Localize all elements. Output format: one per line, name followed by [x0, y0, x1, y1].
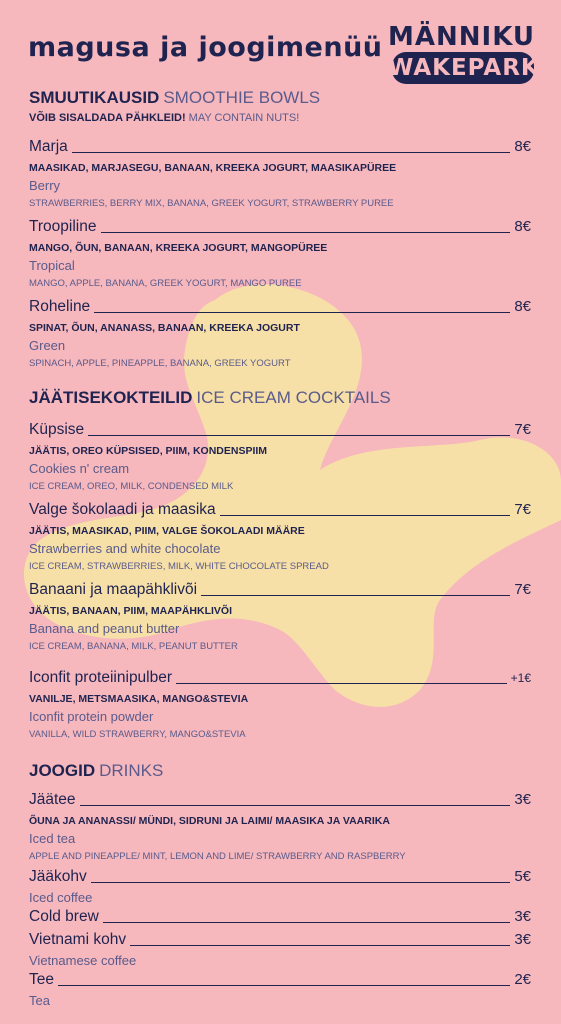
- item-name: Valge šokolaadi ja maasika: [29, 501, 216, 518]
- item-name-en: Vietnamese coffee: [29, 953, 137, 968]
- warning-en: MAY CONTAIN NUTS!: [188, 112, 300, 124]
- item-name-en: Iconfit protein powder: [29, 709, 154, 724]
- warning-et: VÕIB SISALDADA PÄHKLEID!: [29, 112, 186, 124]
- item-price: 7€: [514, 421, 531, 438]
- menu-item-kupsise: [29, 420, 531, 494]
- item-name: Jääkohv: [29, 868, 87, 885]
- section-title-et: SMUUTIKAUSID: [29, 88, 160, 107]
- menu-item-troopiline: [29, 217, 531, 291]
- menu-item-iconfit: [29, 668, 531, 742]
- item-ingredients-en: VANILLA, WILD STRAWBERRY, MANGO&STEVIA: [29, 729, 246, 740]
- menu-item-jaatee: [29, 790, 531, 864]
- item-ingredients-et: MANGO, ÕUN, BANAAN, KREEKA JOGURT, MANGOPÜREE: [29, 242, 328, 254]
- item-ingredients-en: ICE CREAM, STRAWBERRIES, MILK, WHITE CHOCOLATE SPREAD: [29, 561, 329, 572]
- leader-line: [103, 922, 511, 923]
- item-price: 3€: [514, 791, 531, 808]
- leader-line: [58, 985, 510, 986]
- item-ingredients-en: ICE CREAM, BANANA, MILK, PEANUT BUTTER: [29, 641, 238, 652]
- item-name: Jäätee: [29, 791, 76, 808]
- item-name-en: Tropical: [29, 258, 75, 273]
- menu-item-valge-sokolaadi: [29, 500, 531, 574]
- leader-line: [91, 882, 511, 883]
- item-ingredients-et: ÕUNA JA ANANASSI/ MÜNDI, SIDRUNI JA LAIMI/ MAASIKA JA VAARIKA: [29, 815, 390, 827]
- item-ingredients-en: APPLE AND PINEAPPLE/ MINT, LEMON AND LIME/ STRAWBERRY AND RASPBERRY: [29, 851, 406, 862]
- leader-line: [220, 515, 511, 516]
- item-price: 7€: [514, 581, 531, 598]
- menu-item-banaani: [29, 580, 531, 654]
- item-ingredients-et: JÄÄTIS, BANAAN, PIIM, MAAPÄHKLIVÕI: [29, 605, 233, 617]
- item-price: 3€: [514, 908, 531, 925]
- menu-item-marja: [29, 137, 531, 211]
- item-ingredients-en: MANGO, APPLE, BANANA, GREEK YOGURT, MANGO PUREE: [29, 278, 302, 289]
- item-ingredients-et: VANILJE, METSMAASIKA, MANGO&STEVIA: [29, 693, 249, 705]
- leader-line: [80, 805, 511, 806]
- item-name: Troopiline: [29, 218, 97, 235]
- section-title-en: ICE CREAM COCKTAILS: [196, 388, 391, 407]
- item-ingredients-et: MAASIKAD, MARJASEGU, BANAAN, KREEKA JOGURT, MAASIKAPÜREE: [29, 162, 397, 174]
- item-name: Marja: [29, 138, 68, 155]
- item-price: +1€: [510, 671, 531, 685]
- section-title-et: JÄÄTISEKOKTEILID: [29, 388, 193, 407]
- item-ingredients-et: JÄÄTIS, OREO KÜPSISED, PIIM, KONDENSPIIM: [29, 445, 268, 457]
- item-name-en: Iced tea: [29, 831, 76, 846]
- menu-item-vietnami-kohv: [29, 930, 531, 970]
- leader-line: [88, 435, 510, 436]
- item-name-en: Cookies n' cream: [29, 461, 130, 476]
- leader-line: [176, 683, 507, 684]
- leader-line: [201, 595, 510, 596]
- item-ingredients-et: SPINAT, ÕUN, ANANASS, BANAAN, KREEKA JOGURT: [29, 322, 300, 334]
- nut-warning: [29, 112, 299, 124]
- menu-item-jaakohv: [29, 867, 531, 907]
- leader-line: [94, 312, 510, 313]
- item-name-en: Iced coffee: [29, 890, 93, 905]
- item-price: 8€: [514, 298, 531, 315]
- menu-item-tee: [29, 970, 531, 1010]
- menu-item-roheline: [29, 297, 531, 371]
- item-price: 7€: [514, 501, 531, 518]
- section-title-drinks: [29, 761, 163, 781]
- leader-line: [101, 232, 511, 233]
- section-title-ice-cream-cocktails: [29, 388, 391, 408]
- item-name-en: Tea: [29, 993, 50, 1008]
- item-name-en: Banana and peanut butter: [29, 621, 180, 636]
- item-price: 3€: [514, 931, 531, 948]
- menu-title: magusa ja joogimenüü: [28, 32, 383, 63]
- item-name: Cold brew: [29, 908, 99, 925]
- item-name: Tee: [29, 971, 54, 988]
- section-title-et: JOOGID: [29, 761, 96, 780]
- manniku-wakepark-logo: [388, 22, 540, 84]
- menu-item-cold-brew: [29, 907, 531, 927]
- item-name-en: Green: [29, 338, 66, 353]
- item-price: 5€: [514, 868, 531, 885]
- leader-line: [130, 945, 510, 946]
- section-title-en: SMOOTHIE BOWLS: [163, 88, 321, 107]
- item-name: Vietnami kohv: [29, 931, 127, 948]
- item-name-en: Strawberries and white chocolate: [29, 541, 221, 556]
- logo-line2: WAKEPARK: [388, 55, 540, 81]
- item-ingredients-en: STRAWBERRIES, BERRY MIX, BANANA, GREEK YOGURT, STRAWBERRY PUREE: [29, 198, 394, 209]
- item-ingredients-en: SPINACH, APPLE, PINEAPPLE, BANANA, GREEK YOGURT: [29, 358, 291, 369]
- item-price: 8€: [514, 218, 531, 235]
- item-name: Küpsise: [29, 421, 85, 438]
- logo-line1: MÄNNIKU: [388, 22, 535, 52]
- section-title-smoothie-bowls: [29, 88, 320, 108]
- item-name: Roheline: [29, 298, 91, 315]
- item-name: Iconfit proteiinipulber: [29, 669, 173, 686]
- item-ingredients-en: ICE CREAM, OREO, MILK, CONDENSED MILK: [29, 481, 234, 492]
- item-price: 8€: [514, 138, 531, 155]
- item-ingredients-et: JÄÄTIS, MAASIKAD, PIIM, VALGE ŠOKOLAADI MÄÄRE: [29, 525, 305, 537]
- item-name-en: Berry: [29, 178, 61, 193]
- item-price: 2€: [514, 971, 531, 988]
- section-title-en: DRINKS: [99, 761, 164, 780]
- item-name: Banaani ja maapähklivõi: [29, 581, 198, 598]
- leader-line: [72, 152, 511, 153]
